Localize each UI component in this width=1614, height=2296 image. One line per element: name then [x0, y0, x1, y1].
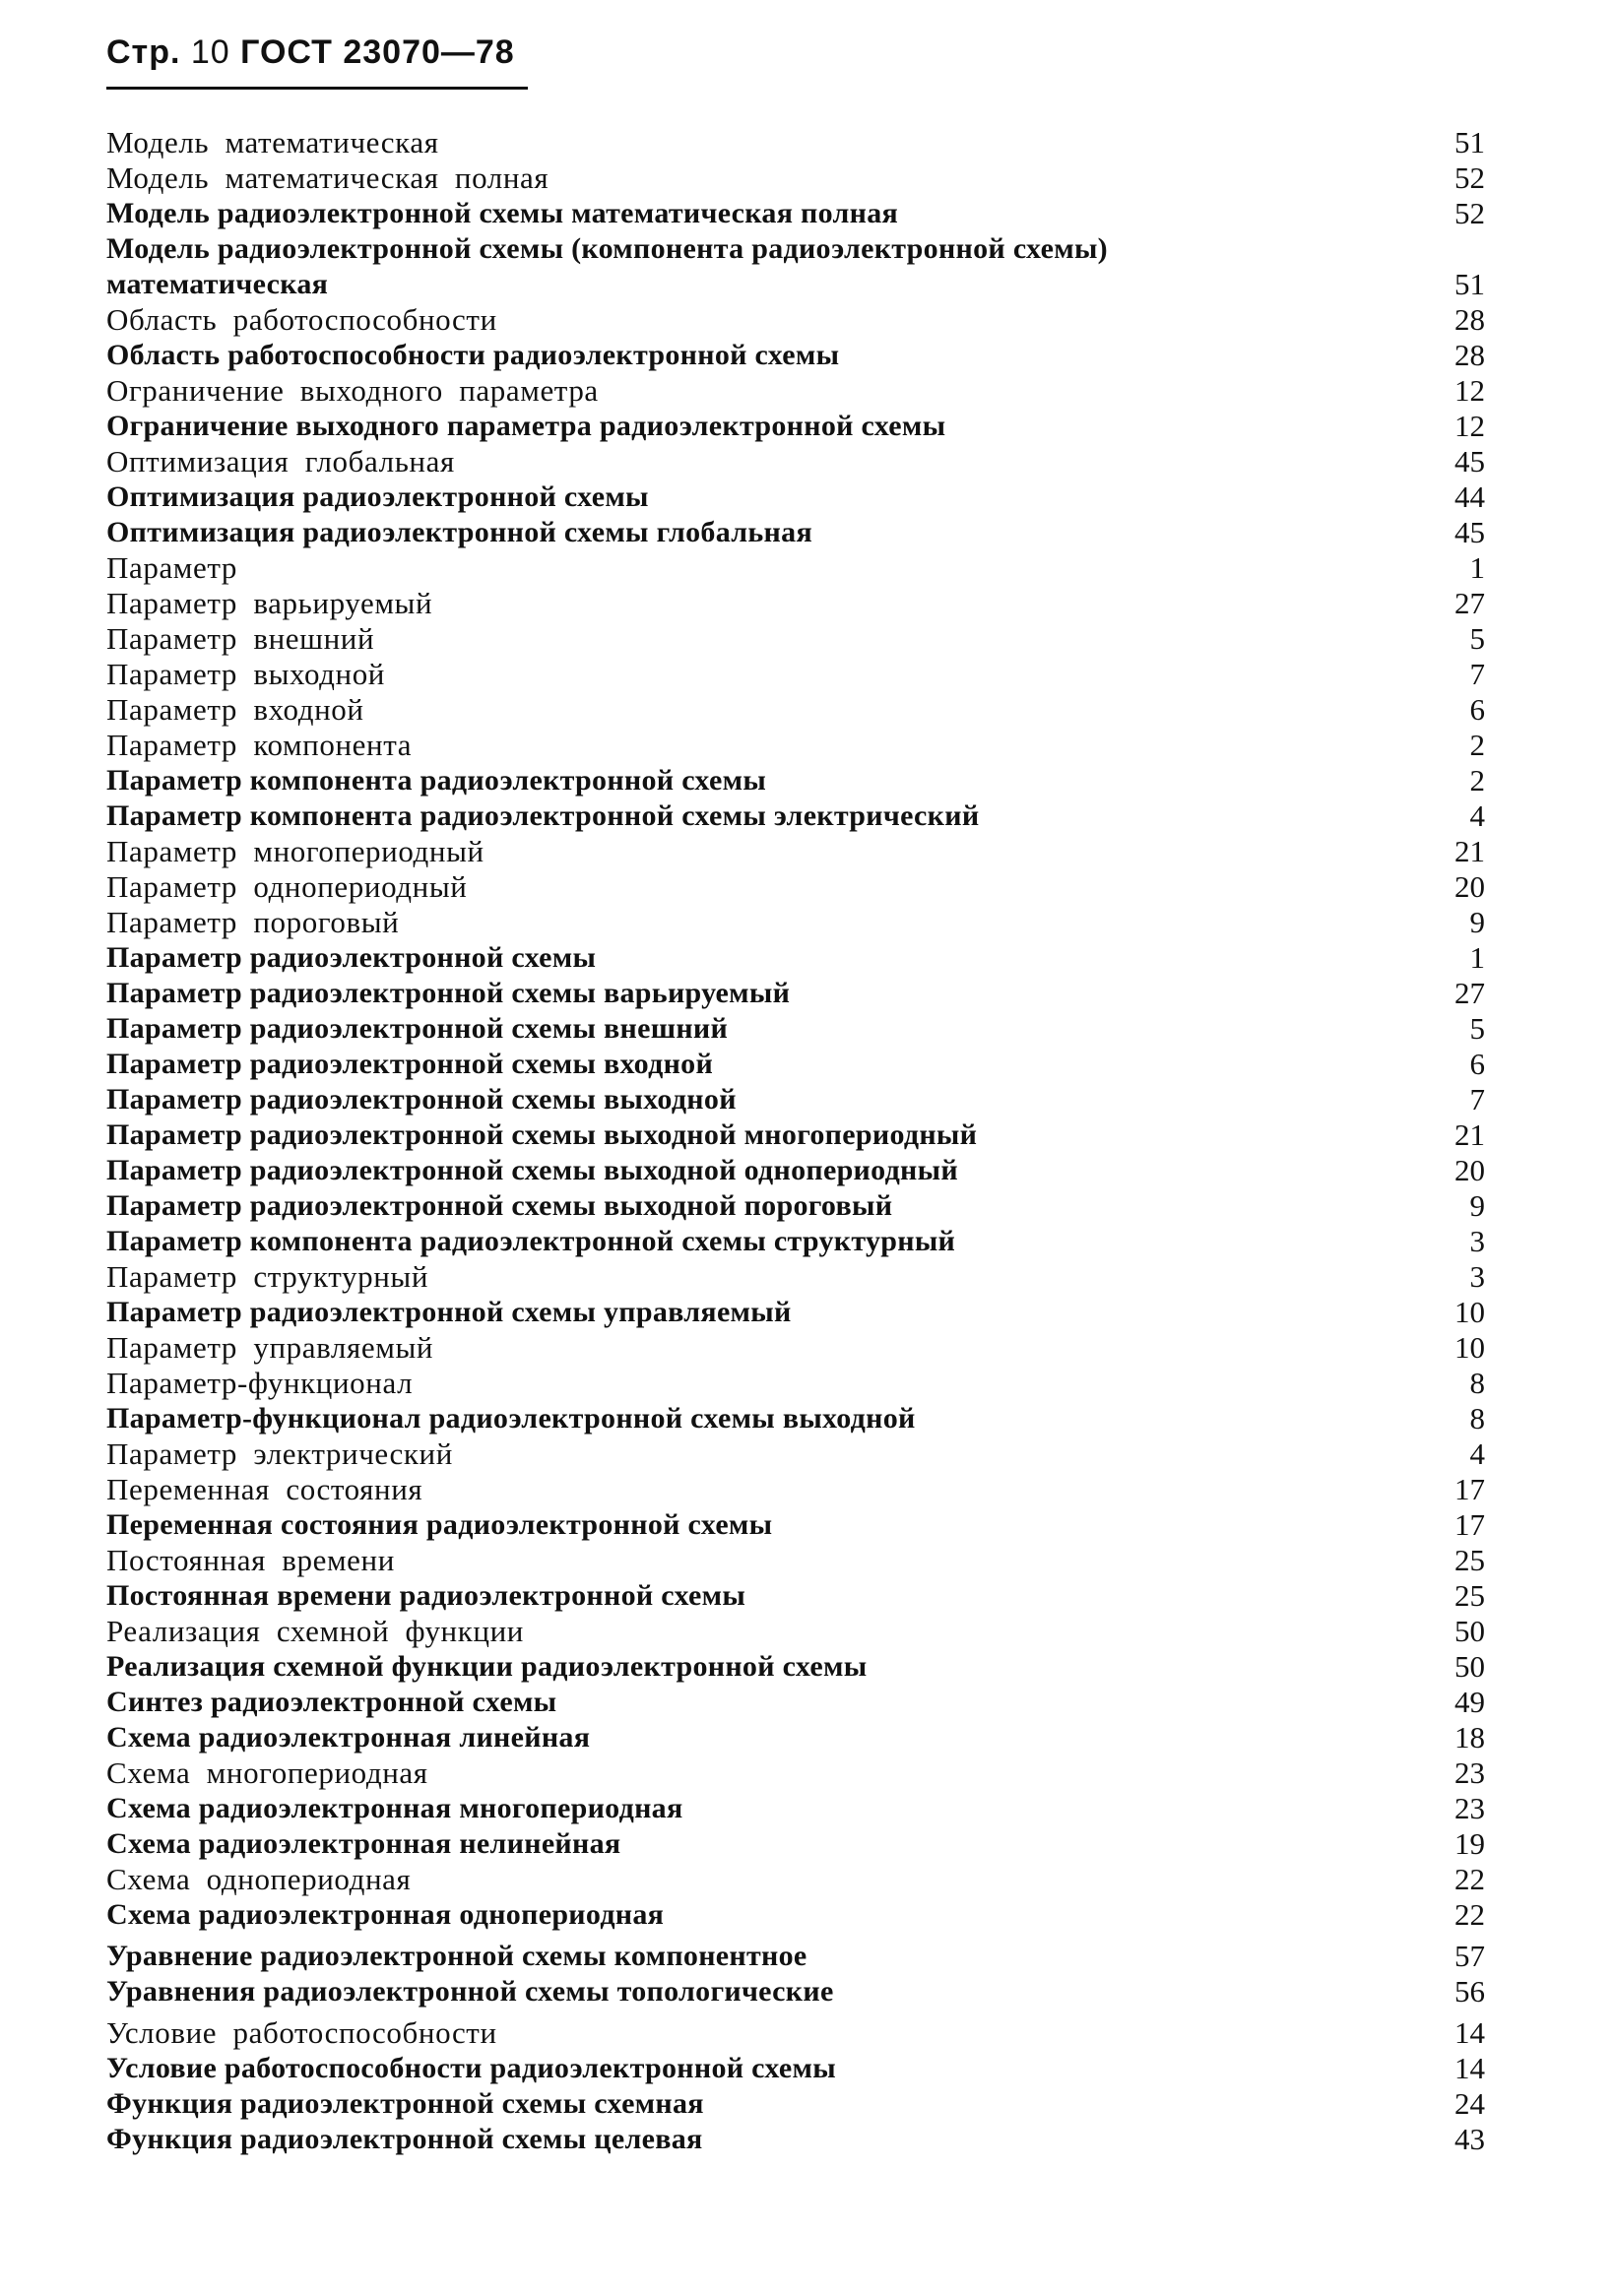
index-entry	[106, 338, 1485, 373]
index-entry-reference: 10	[1454, 1295, 1485, 1329]
index-entry-reference: 3	[1469, 1224, 1485, 1258]
index-entry-reference: 19	[1454, 1826, 1485, 1861]
index-entry	[106, 1259, 1485, 1295]
index-entry	[106, 728, 1485, 763]
index-entry-reference: 24	[1454, 2086, 1485, 2121]
index-entry-reference: 5	[1469, 621, 1485, 656]
index-entry-term: Параметр радиоэлектронной схемы управляемый	[106, 1296, 792, 1328]
index-entry-term: Схема радиоэлектронная нелинейная	[106, 1827, 621, 1860]
index-entry	[106, 1507, 1485, 1543]
index-entry	[106, 409, 1485, 444]
index-entry-term: Параметр многопериодный	[106, 834, 484, 868]
index-entry-reference: 56	[1454, 1974, 1485, 2009]
index-entry-reference: 45	[1454, 444, 1485, 478]
index-entry-term: Параметр компонента радиоэлектронной схемы	[106, 764, 767, 797]
index-entry-term: Модель радиоэлектронной схемы математическая полная	[106, 197, 899, 229]
index-entry	[106, 692, 1485, 728]
index-entry	[106, 1791, 1485, 1826]
index-entry-reference: 9	[1469, 1188, 1485, 1223]
index-entry-term: Область работоспособности радиоэлектронной схемы	[106, 339, 840, 371]
index-entry	[106, 1011, 1485, 1047]
index-entry-term: Синтез радиоэлектронной схемы	[106, 1686, 557, 1718]
index-entry-reference: 9	[1469, 905, 1485, 939]
index-entry-term: Оптимизация радиоэлектронной схемы глобальная	[106, 516, 812, 548]
index-entry-reference: 14	[1454, 2015, 1485, 2050]
index-entry	[106, 1578, 1485, 1614]
index-entry-term: Схема радиоэлектронная многопериодная	[106, 1792, 683, 1824]
index-entry-term: Параметр электрический	[106, 1436, 453, 1471]
index-entry-term: Параметр радиоэлектронной схемы входной	[106, 1048, 714, 1080]
index-entry-term: Параметр управляемый	[106, 1330, 434, 1365]
index-entry	[106, 2086, 1485, 2122]
index-entry	[106, 1401, 1485, 1436]
index-entry-reference: 8	[1469, 1401, 1485, 1435]
index-entry-term: Параметр радиоэлектронной схемы внешний	[106, 1012, 729, 1045]
index-entry	[106, 1720, 1485, 1755]
index-entry-term: Параметр компонента	[106, 728, 413, 762]
index-entry-term: Ограничение выходного параметра	[106, 373, 599, 408]
index-entry	[106, 1295, 1485, 1330]
index-entry-reference: 25	[1454, 1543, 1485, 1577]
index-entry	[106, 2122, 1485, 2157]
index-entry-reference: 7	[1469, 1082, 1485, 1116]
index-entry	[106, 1082, 1485, 1117]
index-entry	[106, 1826, 1485, 1862]
index-entry	[106, 1685, 1485, 1720]
index-entry	[106, 1614, 1485, 1649]
index-entry	[106, 1117, 1485, 1153]
index-entry	[106, 1862, 1485, 1897]
index-entry-reference: 57	[1454, 1939, 1485, 1973]
index-entry	[106, 905, 1485, 940]
index-entry-reference: 23	[1454, 1755, 1485, 1790]
index-list	[106, 125, 1485, 2157]
index-entry-term: Параметр-функционал радиоэлектронной схемы выходной	[106, 1402, 916, 1435]
index-entry	[106, 586, 1485, 621]
index-entry	[106, 1366, 1485, 1401]
index-entry-reference: 50	[1454, 1614, 1485, 1648]
index-entry	[106, 2051, 1485, 2086]
index-entry-term: Параметр компонента радиоэлектронной схемы электрический	[106, 799, 980, 832]
index-entry-reference: 17	[1454, 1472, 1485, 1506]
index-entry-reference: 20	[1454, 869, 1485, 904]
index-entry	[106, 869, 1485, 905]
index-entry-term: Постоянная времени радиоэлектронной схемы	[106, 1579, 746, 1612]
index-entry-term: Ограничение выходного параметра радиоэлектронной схемы	[106, 410, 946, 442]
index-entry	[106, 550, 1485, 586]
index-entry-term: Параметр	[106, 550, 238, 585]
index-entry	[106, 1188, 1485, 1224]
index-entry-term: Схема радиоэлектронная однопериодная	[106, 1898, 665, 1931]
index-entry-term: Параметр пороговый	[106, 905, 400, 939]
index-entry-reference: 4	[1469, 798, 1485, 833]
index-entry-reference: 23	[1454, 1791, 1485, 1825]
index-entry-reference: 4	[1469, 1436, 1485, 1471]
index-entry	[106, 940, 1485, 976]
index-entry-term: Переменная состояния радиоэлектронной схемы	[106, 1508, 773, 1541]
index-entry-term: Условие работоспособности радиоэлектронной схемы	[106, 2052, 837, 2084]
index-entry-term: Функция радиоэлектронной схемы целевая	[106, 2123, 703, 2155]
index-entry-reference: 50	[1454, 1649, 1485, 1684]
index-entry	[106, 196, 1485, 231]
index-entry-reference: 51	[1454, 267, 1485, 301]
index-entry-reference: 17	[1454, 1507, 1485, 1542]
index-entry-reference: 43	[1454, 2122, 1485, 2156]
index-entry-reference: 1	[1469, 940, 1485, 975]
index-entry-reference: 6	[1469, 1047, 1485, 1081]
index-entry	[106, 160, 1485, 196]
index-entry-term: Параметр структурный	[106, 1259, 429, 1294]
index-entry-term: Параметр компонента радиоэлектронной схемы структурный	[106, 1225, 956, 1257]
index-entry-reference: 2	[1469, 728, 1485, 762]
page-number: 10	[190, 33, 230, 71]
index-entry-reference: 5	[1469, 1011, 1485, 1046]
index-entry-term: Параметр варьируемый	[106, 586, 433, 620]
index-entry-term: Реализация схемной функции	[106, 1614, 524, 1648]
index-entry	[106, 2015, 1485, 2051]
index-entry	[106, 1755, 1485, 1791]
index-entry-reference: 8	[1469, 1366, 1485, 1400]
index-entry	[106, 444, 1485, 479]
index-entry-term: Параметр радиоэлектронной схемы выходной пороговый	[106, 1189, 893, 1222]
standard-designation: ГОСТ 23070—78	[240, 33, 515, 71]
index-entry	[106, 1436, 1485, 1472]
page-label: Стр.	[106, 33, 181, 71]
index-entry-reference: 27	[1454, 976, 1485, 1010]
index-entry-reference: 52	[1454, 160, 1485, 195]
index-entry-reference: 14	[1454, 2051, 1485, 2085]
index-entry-reference: 49	[1454, 1685, 1485, 1719]
index-entry	[106, 763, 1485, 798]
index-entry	[106, 976, 1485, 1011]
index-entry-reference: 45	[1454, 515, 1485, 549]
index-entry-term: Модель радиоэлектронной схемы (компонента радиоэлектронной схемы) математическая	[106, 232, 1108, 300]
index-entry-term: Модель математическая полная	[106, 160, 549, 195]
index-entry-reference: 7	[1469, 657, 1485, 691]
index-entry-term: Уравнение радиоэлектронной схемы компонентное	[106, 1940, 807, 1972]
header-rule	[106, 87, 528, 90]
index-entry	[106, 479, 1485, 515]
index-entry-reference: 28	[1454, 338, 1485, 372]
index-entry	[106, 125, 1485, 160]
index-entry-reference: 12	[1454, 409, 1485, 443]
index-entry-term: Параметр радиоэлектронной схемы выходной	[106, 1083, 737, 1116]
index-entry-reference: 21	[1454, 834, 1485, 868]
index-entry-reference: 51	[1454, 125, 1485, 159]
index-entry	[106, 1047, 1485, 1082]
index-entry-term: Функция радиоэлектронной схемы схемная	[106, 2087, 704, 2120]
index-entry-reference: 1	[1469, 550, 1485, 585]
index-entry-reference: 18	[1454, 1720, 1485, 1754]
index-entry-reference: 22	[1454, 1897, 1485, 1932]
index-entry	[106, 1974, 1485, 2009]
index-entry	[106, 1224, 1485, 1259]
index-entry-reference: 21	[1454, 1117, 1485, 1152]
index-entry-term: Условие работоспособности	[106, 2015, 497, 2050]
index-entry	[106, 515, 1485, 550]
index-entry-term: Параметр радиоэлектронной схемы варьируемый	[106, 977, 791, 1009]
index-entry-term: Уравнения радиоэлектронной схемы топологические	[106, 1975, 834, 2008]
index-entry	[106, 621, 1485, 657]
index-entry	[106, 373, 1485, 409]
index-entry	[106, 1330, 1485, 1366]
index-entry-term: Оптимизация глобальная	[106, 444, 455, 478]
index-entry	[106, 1897, 1485, 1933]
page-header	[106, 33, 515, 72]
index-entry	[106, 798, 1485, 834]
index-entry-term: Параметр внешний	[106, 621, 375, 656]
index-entry-term: Параметр-функционал	[106, 1366, 414, 1400]
index-entry-term: Реализация схемной функции радиоэлектронной схемы	[106, 1650, 868, 1683]
index-entry-term: Параметр радиоэлектронной схемы выходной многопериодный	[106, 1118, 978, 1151]
index-entry-reference: 28	[1454, 302, 1485, 337]
index-entry-reference: 2	[1469, 763, 1485, 797]
index-entry	[106, 231, 1485, 302]
index-entry-term: Область работоспособности	[106, 302, 497, 337]
index-entry-reference: 12	[1454, 373, 1485, 408]
index-entry	[106, 657, 1485, 692]
index-entry-term: Постоянная времени	[106, 1543, 395, 1577]
index-entry	[106, 1543, 1485, 1578]
index-entry	[106, 302, 1485, 338]
index-entry-term: Параметр входной	[106, 692, 364, 727]
index-entry-term: Параметр радиоэлектронной схемы выходной однопериодный	[106, 1154, 958, 1186]
index-entry-term: Схема многопериодная	[106, 1755, 428, 1790]
index-entry-reference: 52	[1454, 196, 1485, 230]
index-entry-reference: 6	[1469, 692, 1485, 727]
index-entry-term: Параметр радиоэлектронной схемы	[106, 941, 597, 974]
index-entry-reference: 10	[1454, 1330, 1485, 1365]
index-entry-term: Параметр однопериодный	[106, 869, 468, 904]
index-entry-term: Параметр выходной	[106, 657, 386, 691]
index-entry	[106, 1153, 1485, 1188]
index-entry-reference: 27	[1454, 586, 1485, 620]
index-entry-term: Оптимизация радиоэлектронной схемы	[106, 480, 649, 513]
index-entry-reference: 20	[1454, 1153, 1485, 1187]
index-entry	[106, 834, 1485, 869]
index-entry	[106, 1939, 1485, 1974]
index-entry-term: Переменная состояния	[106, 1472, 423, 1506]
index-entry-reference: 3	[1469, 1259, 1485, 1294]
index-entry-reference: 22	[1454, 1862, 1485, 1896]
index-entry	[106, 1649, 1485, 1685]
index-entry-reference: 25	[1454, 1578, 1485, 1613]
index-entry-term: Схема однопериодная	[106, 1862, 412, 1896]
index-entry-term: Схема радиоэлектронная линейная	[106, 1721, 591, 1754]
index-entry-reference: 44	[1454, 479, 1485, 514]
index-entry	[106, 1472, 1485, 1507]
index-entry-term: Модель математическая	[106, 125, 439, 159]
